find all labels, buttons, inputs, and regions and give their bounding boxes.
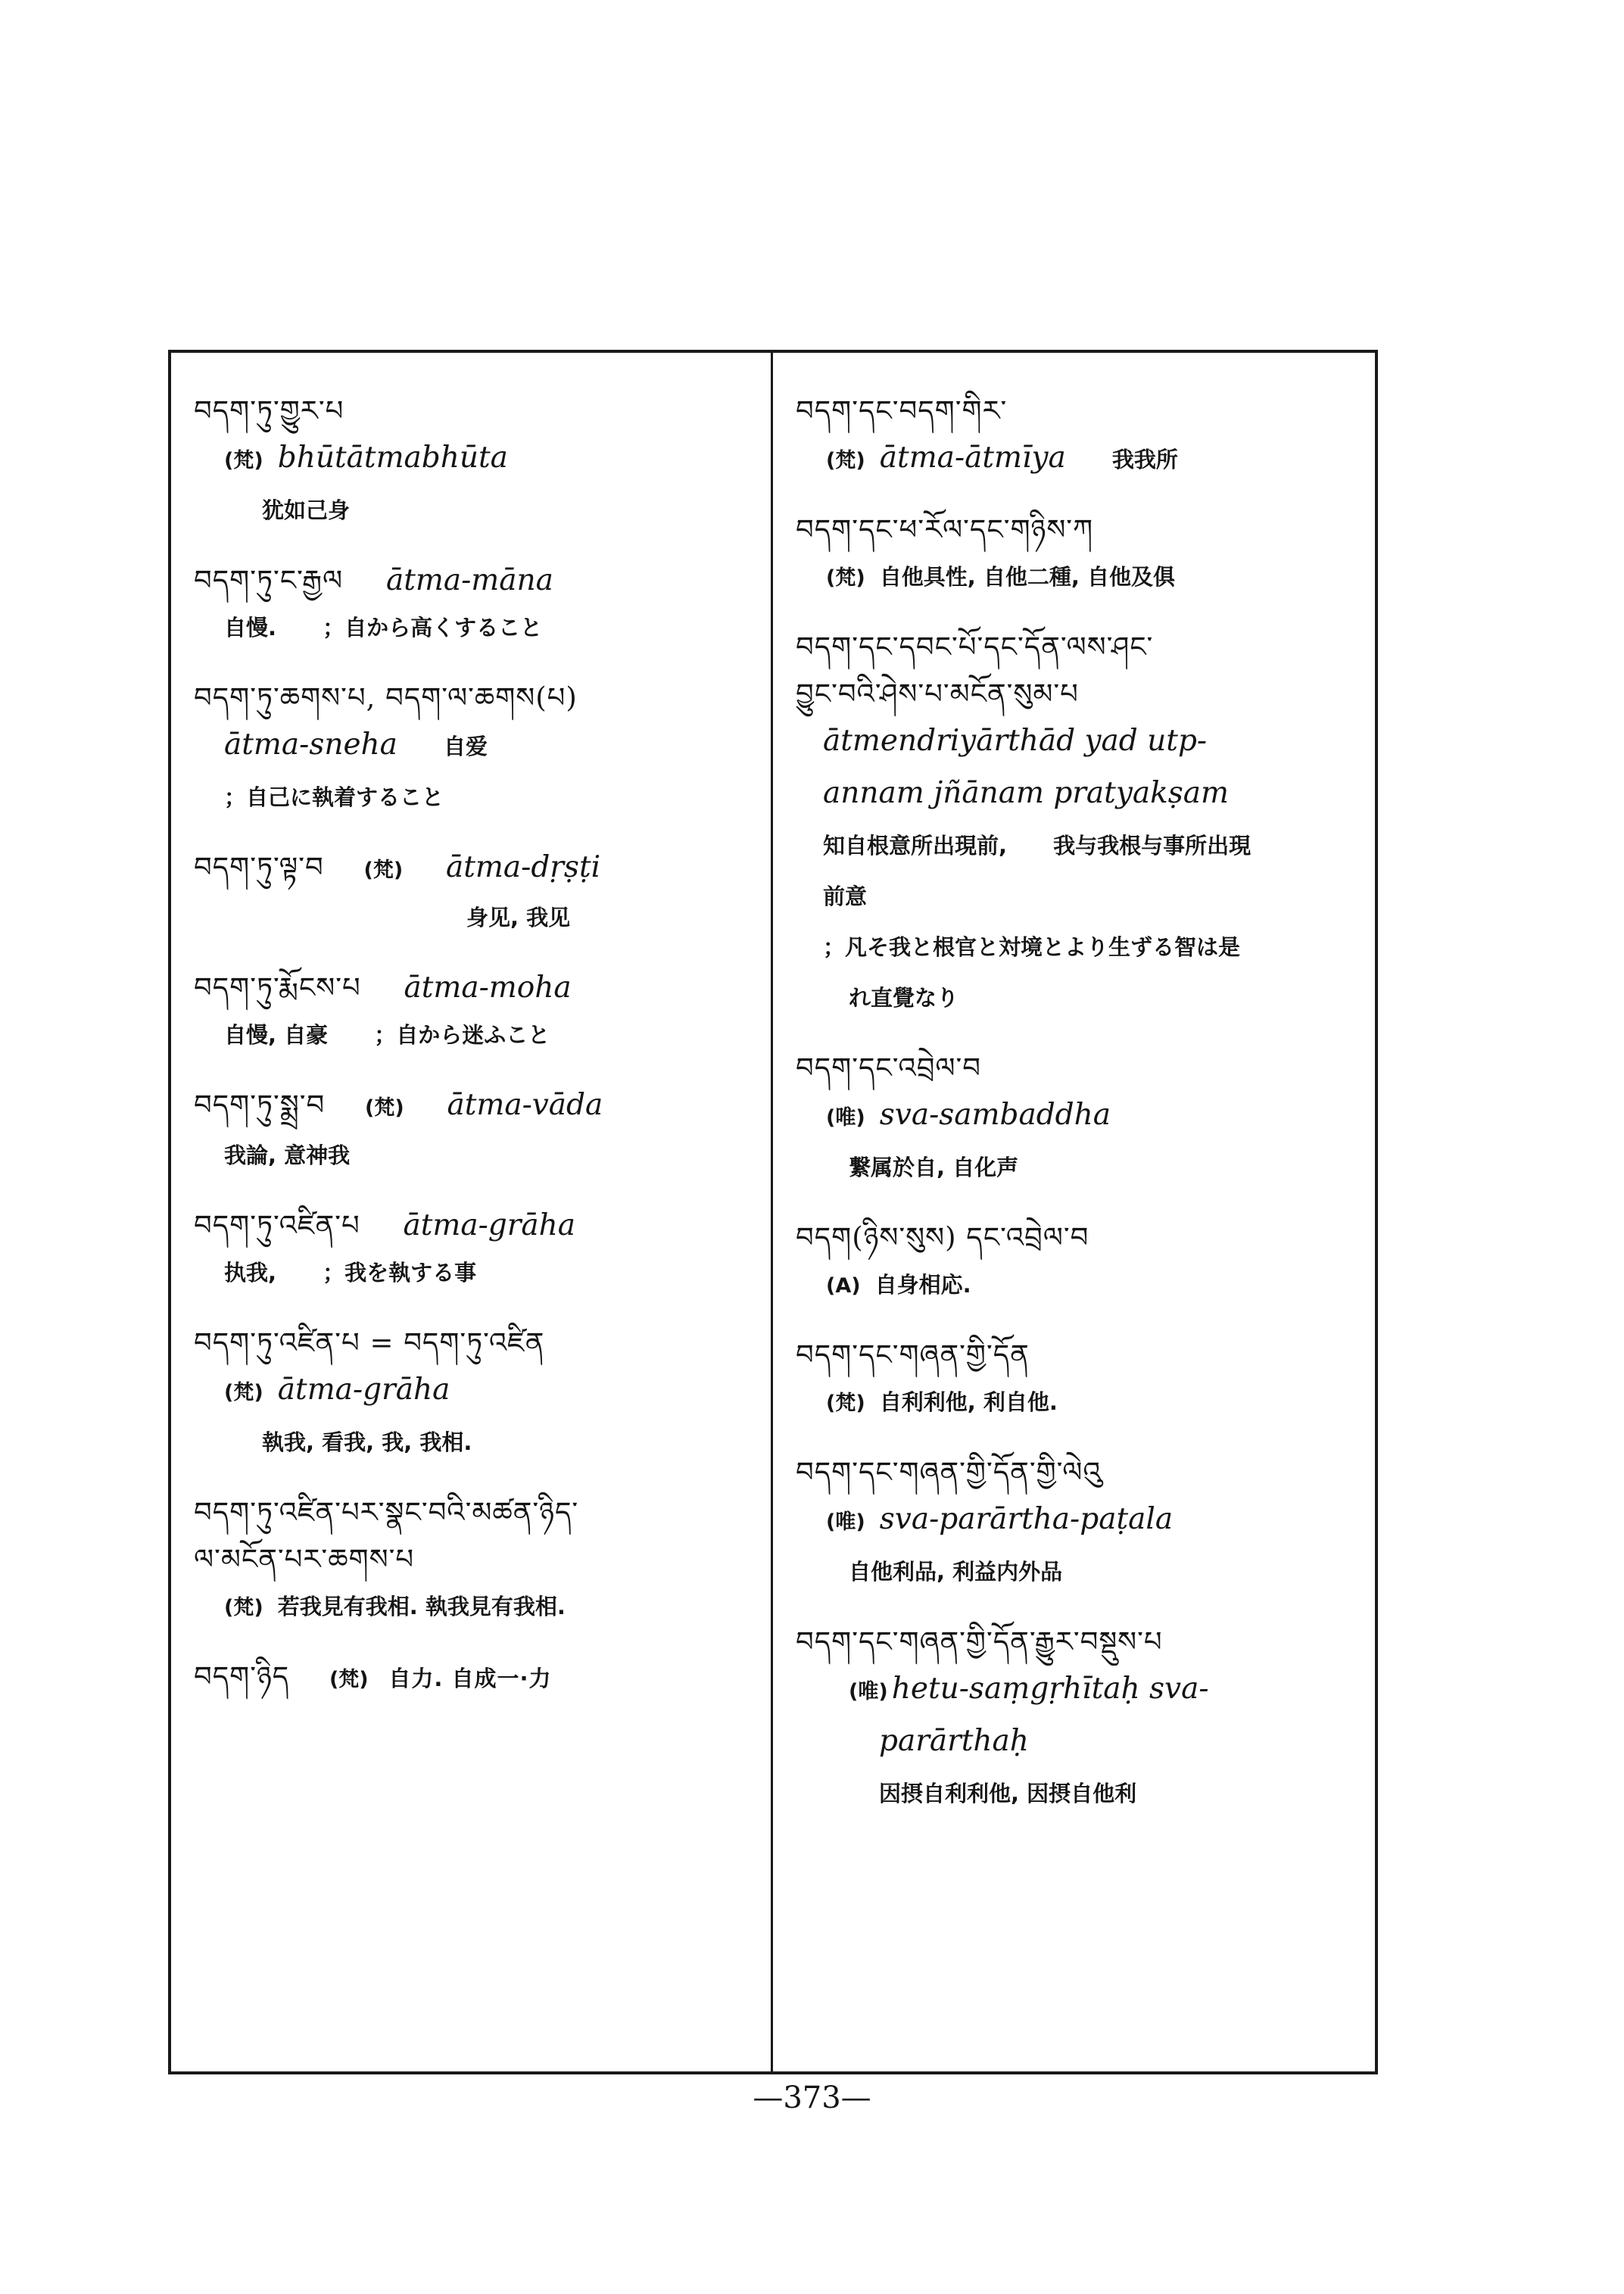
sanskrit-term-continuation: parārthaḥ [879, 1724, 1029, 1758]
source-tag: (唯) [826, 1510, 865, 1534]
chinese-gloss: 若我見有我相. 執我見有我相. [277, 1594, 566, 1619]
dictionary-entry [194, 1489, 760, 1634]
tibetan-headword: བདག་དང་གཞན་གྱི་དོན [796, 1339, 1030, 1371]
dictionary-entry [194, 965, 760, 1062]
chinese-gloss: 繋属於自, 自化声 [849, 1155, 1019, 1180]
dictionary-entry [194, 1082, 760, 1183]
dictionary-entry [796, 506, 1364, 604]
sanskrit-term: hetu-saṃgṛhītaḥ sva- [891, 1672, 1209, 1706]
chinese-gloss: 前意 [823, 884, 868, 909]
tibetan-headword: བདག་དང་དབང་པོ་དང་དོན་ལས་ཤང་ [796, 631, 1154, 663]
japanese-gloss: ；自から迷ふこと [374, 1022, 550, 1048]
tibetan-headword: བདག་དང་བདག་གིར་ [796, 394, 1008, 427]
source-tag: (梵) [224, 449, 263, 472]
chinese-gloss: 自慢, 自豪 [224, 1022, 329, 1048]
source-tag: (梵) [329, 1668, 369, 1691]
dictionary-entry [194, 388, 760, 538]
chinese-gloss: 我与我根与事所出現 [1053, 833, 1252, 859]
sanskrit-term: sva-parārtha-paṭala [879, 1502, 1174, 1536]
dictionary-page-frame [168, 350, 1378, 2074]
sanskrit-term: ātma-grāha [277, 1373, 450, 1407]
tibetan-headword: བདག་ཏུ་འཛིན་པ [194, 1209, 360, 1242]
source-tag: (唯) [826, 1106, 865, 1130]
dictionary-entry [796, 1214, 1364, 1312]
tibetan-headword: བདག་དང་ཕ་རོལ་དང་གཉིས་ཀ [796, 513, 1094, 546]
japanese-gloss-continuation: れ直覺なり [849, 985, 959, 1011]
page-number: —373— [753, 2080, 871, 2115]
tibetan-headword: བདག་ཏུ་གྱུར་པ [194, 394, 344, 427]
dictionary-entry [194, 844, 760, 945]
source-tag: (梵) [826, 449, 865, 472]
sanskrit-term-continuation: annam jñānam pratyakṣam [823, 776, 1230, 810]
chinese-gloss: 我論, 意神我 [224, 1142, 351, 1168]
source-tag: (唯) [849, 1680, 888, 1703]
chinese-gloss: 犹如己身 [262, 497, 351, 523]
japanese-gloss: ；自から高くすること [323, 615, 543, 641]
chinese-gloss: 執我, 看我, 我, 我相. [262, 1429, 472, 1455]
chinese-gloss: 自他具性, 自他二種, 自他及俱 [879, 564, 1176, 590]
chinese-gloss: 自利利他, 利自他. [879, 1389, 1058, 1415]
tibetan-headword: བདག་དང་གཞན་གྱི་དོན་གྱི་ལེའུ [796, 1456, 1102, 1488]
tibetan-headword: བདག་ཏུ་སྨྲ་བ [194, 1089, 326, 1121]
dictionary-entry [796, 1449, 1364, 1599]
tibetan-headword: བདག་དང་འབྲེལ་བ [796, 1052, 982, 1084]
sanskrit-term: ātma-ātmīya [879, 441, 1066, 475]
sanskrit-term: ātma-sneha [224, 728, 397, 762]
dictionary-entry [194, 557, 760, 655]
chinese-gloss: 自爱 [444, 734, 488, 759]
left-column [171, 353, 773, 2071]
tibetan-headword: བདག་ཏུ་རྨོངས་པ [194, 971, 361, 1004]
tibetan-headword: བདག་ཏུ་འཛིན་པ = བདག་ཏུ་འཛིན [194, 1326, 545, 1359]
japanese-gloss: ；凡そ我と根官と対境とより生ずる智は是 [823, 934, 1241, 960]
sanskrit-term: sva-sambaddha [879, 1098, 1111, 1132]
chinese-gloss: 自慢. [224, 615, 277, 641]
sanskrit-term: ātma-vāda [447, 1088, 603, 1122]
sanskrit-term: ātma-dṛṣṭi [445, 850, 601, 884]
chinese-gloss: 因摂自利利他, 因摂自他利 [879, 1781, 1137, 1806]
chinese-gloss: 自力. 自成一·力 [388, 1666, 552, 1691]
dictionary-entry [194, 1320, 760, 1470]
right-column [773, 353, 1375, 2071]
tibetan-headword: བདག་ཏུ་ཆགས་པ, བདག་ལ་ཆགས(པ) [194, 681, 578, 714]
dictionary-entry [194, 1202, 760, 1300]
sanskrit-term: ātma-grāha [403, 1208, 576, 1242]
source-tag: (梵) [224, 1596, 263, 1619]
sanskrit-term: bhūtātmabhūta [277, 441, 508, 475]
chinese-gloss: 知自根意所出現前, [823, 833, 1008, 859]
tibetan-headword: བདག་དང་གཞན་གྱི་དོན་རྒྱུར་བསྡུས་པ [796, 1625, 1163, 1658]
dictionary-entry [796, 624, 1364, 1025]
source-tag: (A) [826, 1274, 861, 1298]
tibetan-headword: བདག་ཏུ་ལྟ་བ [194, 851, 324, 884]
dictionary-entry [796, 1619, 1364, 1821]
sanskrit-term: ātma-moha [404, 971, 572, 1005]
japanese-gloss: ；自己に執着すること [224, 784, 444, 810]
source-tag: (梵) [826, 1392, 865, 1415]
dictionary-entry [796, 1045, 1364, 1195]
source-tag: (梵) [364, 1096, 404, 1120]
tibetan-headword: བདག་ཏུ་འཛིན་པར་སྣང་བའི་མཚན་ཉིད་ [194, 1496, 579, 1529]
sanskrit-term: ātma-māna [385, 563, 553, 597]
chinese-gloss: 我我所 [1111, 447, 1178, 472]
tibetan-headword-continuation: བྱུང་བའི་ཤེས་པ་མངོན་སུམ་པ [796, 678, 1079, 710]
dictionary-entry [194, 1653, 760, 1703]
tibetan-headword: བདག་ཏུ་ང་རྒྱལ [194, 564, 344, 597]
tibetan-headword: བདག་ཉིད [194, 1660, 290, 1693]
chinese-gloss: 自身相応. [874, 1272, 971, 1298]
tibetan-headword-continuation: ལ་མངོན་པར་ཆགས་པ [194, 1543, 415, 1576]
dictionary-entry [796, 388, 1364, 487]
tibetan-headword: བདག(ཉིས་སུས) དང་འབྲེལ་བ [796, 1221, 1089, 1254]
source-tag: (梵) [826, 566, 865, 590]
chinese-gloss: 身见, 我见 [466, 905, 571, 930]
dictionary-entry [194, 675, 760, 824]
sanskrit-term: ātmendriyārthād yad utp- [823, 724, 1208, 758]
japanese-gloss: ；我を執する事 [323, 1260, 477, 1286]
source-tag: (梵) [224, 1381, 263, 1404]
chinese-gloss: 自他利品, 利益内外品 [849, 1559, 1063, 1585]
chinese-gloss: 执我, [224, 1260, 277, 1286]
dictionary-entry [796, 1332, 1364, 1429]
source-tag: (梵) [363, 859, 404, 882]
